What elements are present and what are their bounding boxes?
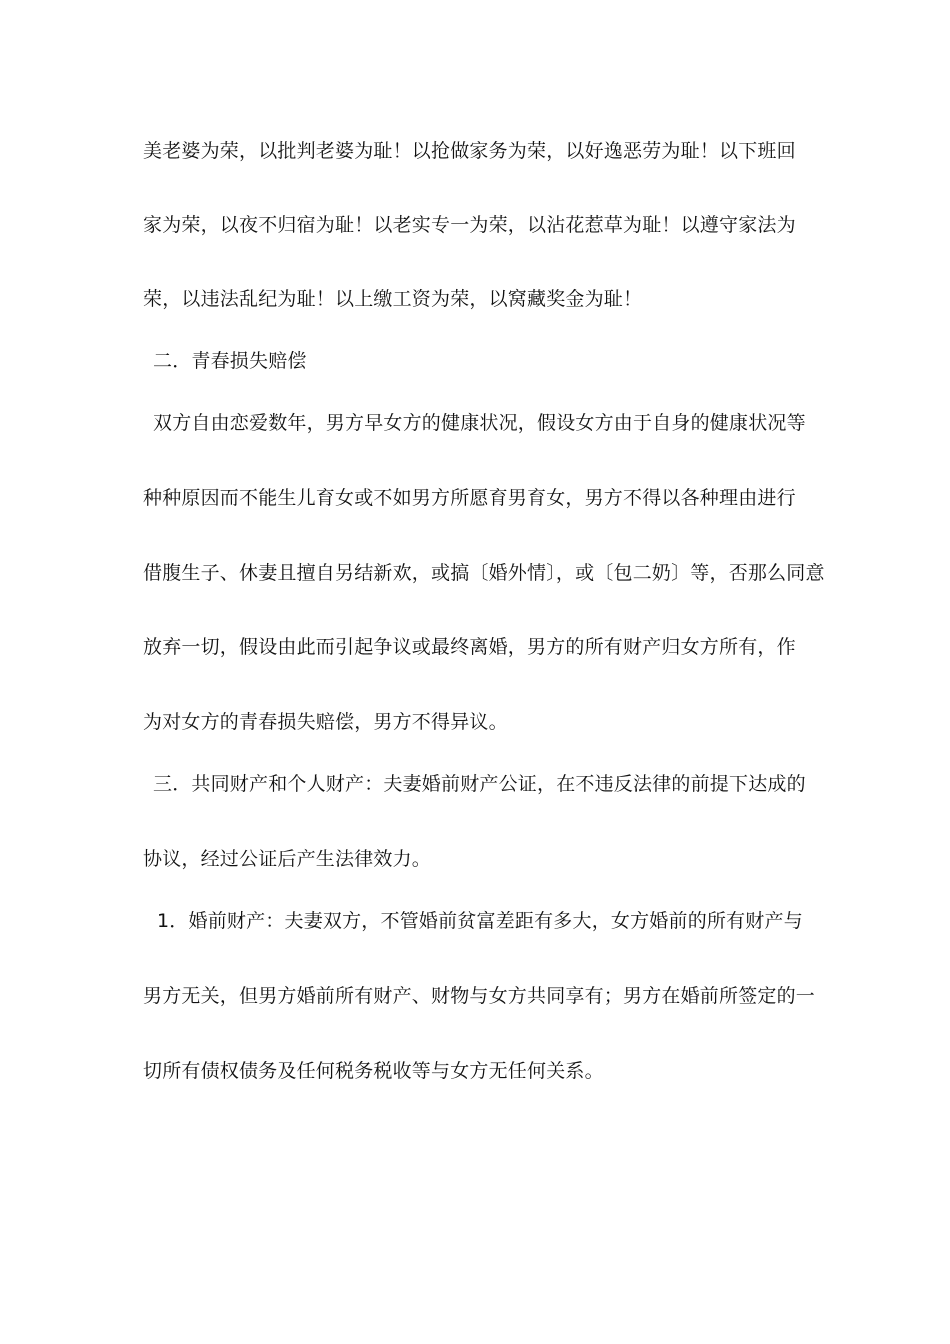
section-heading: 三．共同财产和个人财产：夫妻婚前财产公证，在不违反法律的前提下达成的 <box>153 773 806 795</box>
numbered-item: 1．婚前财产：夫妻双方，不管婚前贫富差距有多大，女方婚前的所有财产与 <box>157 910 803 932</box>
paragraph-line: 放弃一切，假设由此而引起争议或最终离婚，男方的所有财产归女方所有，作 <box>143 636 796 658</box>
paragraph-line: 协议，经过公证后产生法律效力。 <box>143 848 432 870</box>
paragraph-line: 为对女方的青春损失赔偿，男方不得异议。 <box>143 711 508 733</box>
paragraph-line: 借腹生子、休妻且擅自另结新欢，或搞〔婚外情〕，或〔包二奶〕等，否那么同意 <box>143 562 825 584</box>
paragraph-line: 美老婆为荣，以批判老婆为耻！以抢做家务为荣，以好逸恶劳为耻！以下班回 <box>143 140 796 162</box>
paragraph-line: 荣，以违法乱纪为耻！以上缴工资为荣，以窝藏奖金为耻！ <box>143 288 643 310</box>
paragraph-line: 男方无关，但男方婚前所有财产、财物与女方共同享有；男方在婚前所签定的一 <box>143 985 816 1007</box>
paragraph-line: 双方自由恋爱数年，男方早女方的健康状况，假设女方由于自身的健康状况等 <box>153 412 806 434</box>
paragraph-line: 切所有债权债务及任何税务税收等与女方无任何关系。 <box>143 1060 604 1082</box>
section-heading: 二．青春损失赔偿 <box>153 350 307 372</box>
paragraph-line: 家为荣，以夜不归宿为耻！以老实专一为荣，以沾花惹草为耻！以遵守家法为 <box>143 214 796 236</box>
paragraph-line: 种种原因而不能生儿育女或不如男方所愿育男育女，男方不得以各种理由进行 <box>143 487 796 509</box>
